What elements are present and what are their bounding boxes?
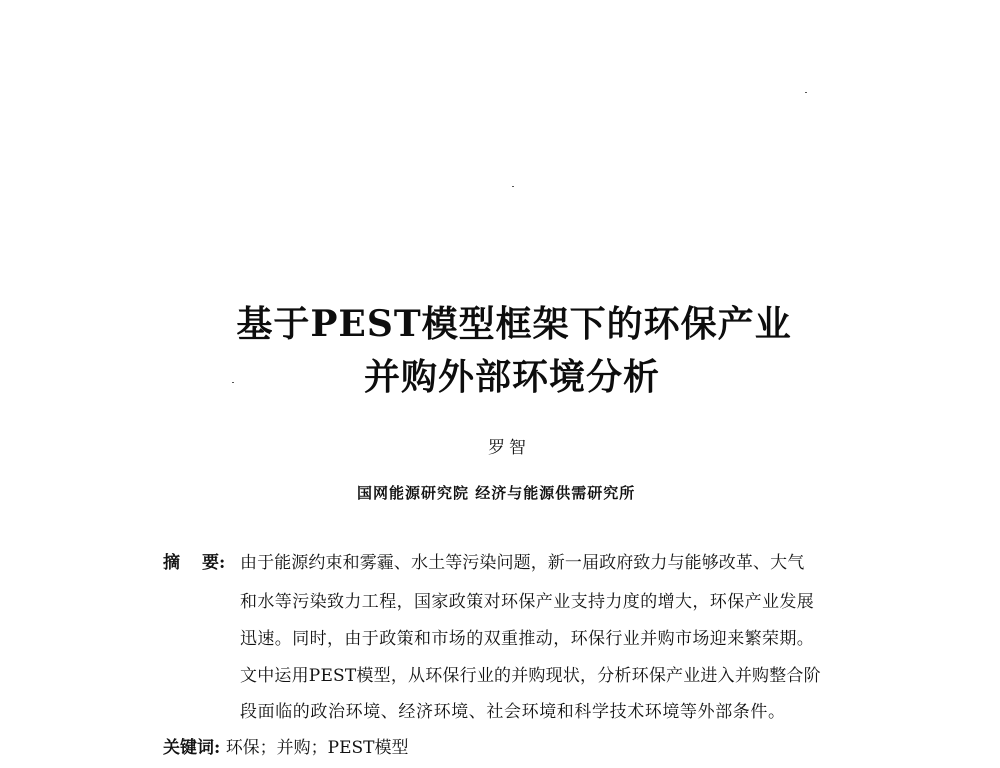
author-name: 罗智 (488, 438, 530, 458)
abstract-text-line: 段面临的政治环境、经济环境、社会环境和科学技术环境等外部条件。 (240, 702, 786, 722)
keywords-text: 环保；并购；PEST模型 (225, 738, 409, 758)
keywords (163, 733, 409, 758)
scan-speck (805, 92, 807, 93)
abstract-label (163, 548, 225, 573)
abstract-label-second: 要: (202, 553, 226, 573)
paper-title-line-1: 基于PEST模型框架下的环保产业 (236, 303, 792, 345)
keywords-label: 关键词: (163, 738, 221, 758)
abstract-text-line: 文中运用PEST模型，从环保行业的并购现状，分析环保产业进入并购整合阶 (240, 666, 821, 686)
abstract-text-line: 迅速。同时，由于政策和市场的双重推动，环保行业并购市场迎来繁荣期。 (240, 629, 815, 649)
scan-speck (512, 186, 514, 187)
abstract-text-line: 由于能源约束和雾霾、水土等污染问题，新一届政府致力与能够改革、大气 (240, 553, 805, 573)
paper-title-line-2: 并购外部环境分析 (363, 356, 660, 398)
abstract-text-line: 和水等污染致力工程，国家政策对环保产业支持力度的增大，环保产业发展 (240, 592, 815, 612)
abstract-label-first: 摘 (163, 553, 180, 573)
author-affiliation: 国网能源研究院 经济与能源供需研究所 (357, 484, 636, 502)
